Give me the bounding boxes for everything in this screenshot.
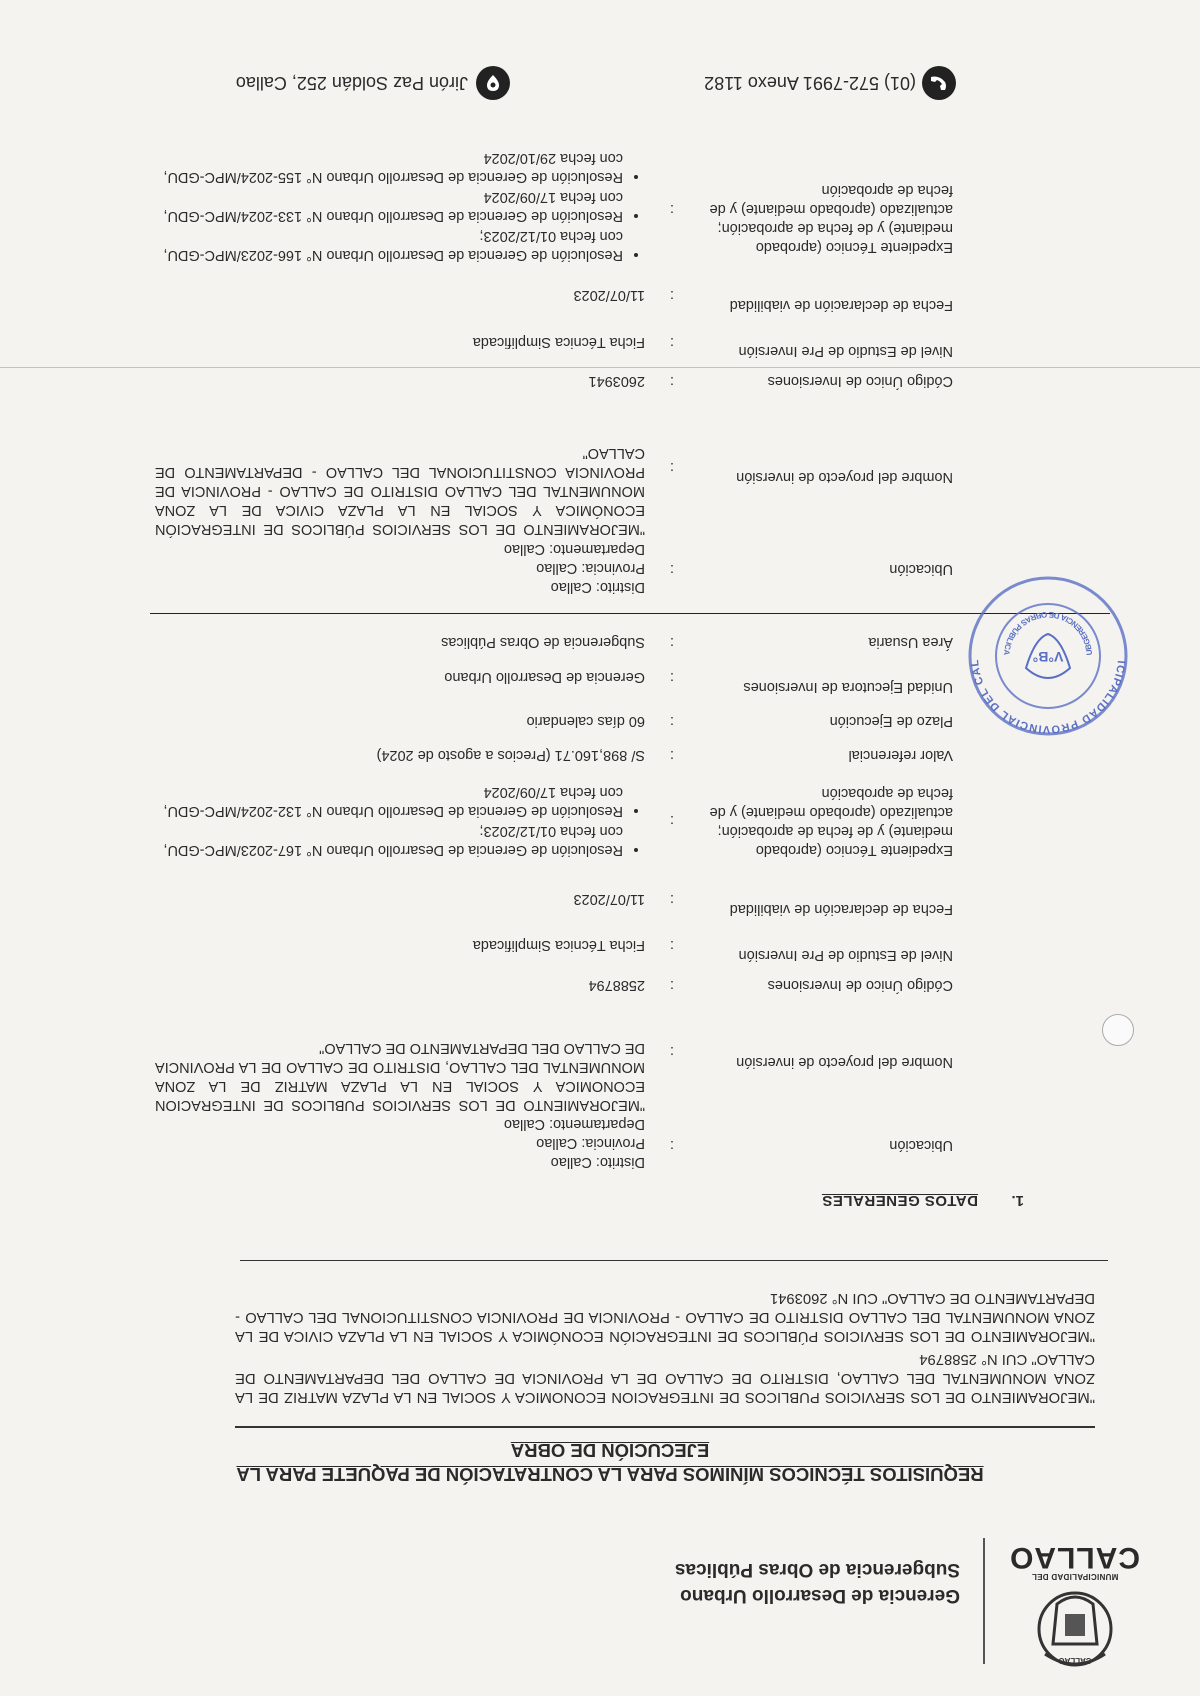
colon: :: [669, 634, 674, 650]
b2-expediente-label: Expediente Técnico (aprobado mediante) y de fecha de aprobación; actualizado (aprobado mediante) y de fecha de aprobación: [709, 182, 953, 255]
b2-ubicacion-value: [155, 539, 645, 596]
colon: :: [669, 713, 674, 729]
colon: :: [669, 459, 674, 475]
b2-provincia: Provincia: Callao: [536, 560, 645, 576]
stamp-center-text: V°B°: [1032, 649, 1064, 665]
footer-address: [236, 66, 510, 100]
logo-text: CALLAO: [1058, 1656, 1092, 1665]
scan-artifact-line: [0, 367, 1200, 368]
scope-description: [235, 1288, 1095, 1406]
document-title: [130, 1438, 1090, 1486]
colon: :: [669, 373, 674, 389]
colon: :: [669, 977, 674, 993]
stamp-inner-text: UBGERENCIA DE OBRAS PÚBLICA: [1001, 609, 1095, 656]
b2-ubicacion-label: Ubicación: [889, 561, 953, 577]
location-pin-icon: [476, 66, 510, 100]
b2-fecha-label: Fecha de declaración de viabilidad: [729, 297, 953, 313]
b1-expediente-item: • Resolución de Gerencia de Desarrollo Urbano N° 167-2023/MPC-GDU, con fecha 01/12/2023;: [155, 821, 623, 859]
punch-hole: [1102, 1014, 1134, 1046]
title-rule: [235, 1426, 1095, 1428]
b1-nivel-label: Nivel de Estudio de Pre Inversión: [738, 947, 953, 963]
scope-paragraph-1: "MEJORAMIENTO DE LOS SERVICIOS PUBLICOS DE INTEGRACION ECONOMICA Y SOCIAL EN LA PLAZA MATRIZ DE LA ZONA MONUMENTAL DEL CALLAO, DISTRITO DE CALLAO DE LA PROVINCIA DE CALLAO DEL DEPARTAMENTO DE CALLAO" CUI N° 2588794: [235, 1351, 1095, 1405]
scope-rule: [240, 1260, 1108, 1261]
municipality-name: CALLAO: [1009, 1541, 1140, 1574]
footer-address-text: Jirón Paz Soldán 252, Callao: [235, 73, 468, 94]
section-title: DATOS GENERALES: [821, 1192, 978, 1209]
b1-fecha-value: 11/07/2023: [573, 891, 645, 907]
phone-icon: [922, 66, 956, 100]
footer-phone-text: (01) 572-7991 Anexo 1182: [704, 73, 916, 94]
scope-paragraph-2: "MEJORAMIENTO DE LOS SERVICIOS PÚBLICOS DE INTEGRACIÓN ECONÓMICA Y SOCIAL EN LA PLAZA CIVICA DE LA ZONA MONUMENTAL DEL CALLAO DISTRITO DE CALLAO - PROVINCIA DE PROVINCIA CONSTITUCIONAL DEL CALLAO - DEPARTAMENTO DE CALLAO" CUI N° 2603941: [235, 1290, 1095, 1344]
b1-expediente-label: Expediente Técnico (aprobado mediante) y de fecha de aprobación; actualizado (aprobado mediante) y de fecha de aprobación: [709, 785, 953, 858]
colon: :: [669, 1043, 674, 1059]
b1-valor-value: S/ 898,160.71 (Precios a agosto de 2024): [376, 747, 645, 763]
office-line-1: Gerencia de Desarrollo Urbano: [680, 1585, 960, 1606]
b1-valor-label: Valor referencial: [848, 747, 953, 763]
office-line-2: Subgerencia de Obras Públicas: [674, 1559, 960, 1580]
colon: :: [669, 669, 674, 685]
b1-plazo-label: Plazo de Ejecución: [829, 713, 953, 729]
b1-nombre-label: Nombre del proyecto de inversión: [736, 1054, 953, 1070]
b1-ubicacion-value: [155, 1114, 645, 1171]
b1-ubicacion-label: Ubicación: [889, 1137, 953, 1153]
b1-codigo-label: Código Único de Inversiones: [767, 977, 953, 993]
document-title-line-2: EJECUCIÓN DE OBRA: [510, 1440, 710, 1461]
document-title-line-1: REQUISITOS TÉCNICOS MÍNIMOS PARA LA CONTRATACIÓN DE PAQUETE PARA LA: [236, 1464, 984, 1485]
official-seal-stamp: [965, 573, 1130, 738]
b2-expediente-value: [155, 147, 645, 264]
svg-text:MUNICIPALIDAD PROVINCIAL DEL C: [969, 658, 1130, 738]
b2-nombre-label: Nombre del proyecto de inversión: [736, 469, 953, 485]
b1-expediente-item: • Resolución de Gerencia de Desarrollo Urbano N° 132-2024/MPC-GDU, con fecha 17/09/2024: [155, 782, 623, 820]
stamp-outer-text: ICIPALIDAD PROVINCIAL DEL CAL: [968, 658, 1127, 736]
b2-nombre-value: "MEJORAMIENTO DE LOS SERVICIOS PÚBLICOS DE INTEGRACIÓN ECONÓMICA Y SOCIAL EN LA PLAZA CIVICA DE LA ZONA MONUMENTAL DEL CALLAO DISTRITO DE CALLAO - PROVINCIA DE PROVINCIA CONSTITUCIONAL DEL CALLAO - DEPARTAMENTO DE CALLAO": [155, 445, 645, 537]
colon: :: [669, 812, 674, 828]
office-title: [675, 1556, 960, 1608]
colon: :: [669, 1137, 674, 1153]
section-number: 1.: [1011, 1192, 1024, 1209]
b2-codigo-label: Código Único de Inversiones: [767, 373, 953, 389]
b1-expediente-value: [155, 781, 645, 859]
b2-distrito: Distrito: Callao: [550, 579, 645, 595]
b1-fecha-label: Fecha de declaración de viabilidad: [729, 901, 953, 917]
footer-phone: [704, 66, 956, 100]
b2-codigo-value: 2603941: [588, 373, 645, 389]
colon: :: [669, 334, 674, 350]
b2-expediente-item: • Resolución de Gerencia de Desarrollo Urbano N° 133-2024/MPC-GDU, con fecha 17/09/2024: [155, 187, 623, 225]
b1-codigo-value: 2588794: [588, 977, 645, 993]
b1-distrito: Distrito: Callao: [550, 1154, 645, 1170]
b1-area-label: Área Usuaria: [868, 634, 953, 650]
b1-unidad-label: Unidad Ejecutora de Inversiones: [743, 679, 953, 695]
b2-nivel-value: Ficha Técnica Simplificada: [472, 334, 645, 350]
b1-nivel-value: Ficha Técnica Simplificada: [472, 937, 645, 953]
b1-provincia: Provincia: Callao: [536, 1135, 645, 1151]
b1-plazo-value: 60 días calendario: [526, 713, 645, 729]
colon: :: [669, 937, 674, 953]
b1-unidad-value: Gerencia de Desarrollo Urbano: [444, 669, 645, 685]
b2-expediente-item: • Resolución de Gerencia de Desarrollo Urbano N° 155-2024/MPC-GDU, con fecha 29/10/2024: [155, 148, 623, 186]
b2-nivel-label: Nivel de Estudio de Pre Inversión: [738, 343, 953, 359]
municipality-small-label: MUNICIPALIDAD DEL: [1031, 1572, 1119, 1581]
b2-fecha-value: 11/07/2023: [573, 287, 645, 303]
b1-area-value: Subgerencia de Obras Públicas: [441, 634, 645, 650]
header-divider: [983, 1538, 985, 1664]
colon: :: [669, 561, 674, 577]
colon: :: [669, 201, 674, 217]
colon: :: [669, 287, 674, 303]
b1-nombre-value: "MEJORAMIENTO DE LOS SERVICIOS PUBLICOS DE INTEGRACION ECONOMICA Y SOCIAL EN LA PLAZA MATRIZ DE LA ZONA MONUMENTAL DEL CALLAO, DISTRITO DE CALLAO DE LA PROVINCIA DE CALLAO DEL DEPARTAMENTO DE CALLAO": [155, 1040, 645, 1113]
colon: :: [669, 747, 674, 763]
b1-departamento: Departamento: Callao: [503, 1116, 645, 1132]
b2-expediente-item: • Resolución de Gerencia de Desarrollo Urbano N° 166-2023/MPC-GDU, con fecha 01/12/2023;: [155, 226, 623, 264]
colon: :: [669, 891, 674, 907]
b2-departamento: Departamento: Callao: [503, 541, 645, 557]
